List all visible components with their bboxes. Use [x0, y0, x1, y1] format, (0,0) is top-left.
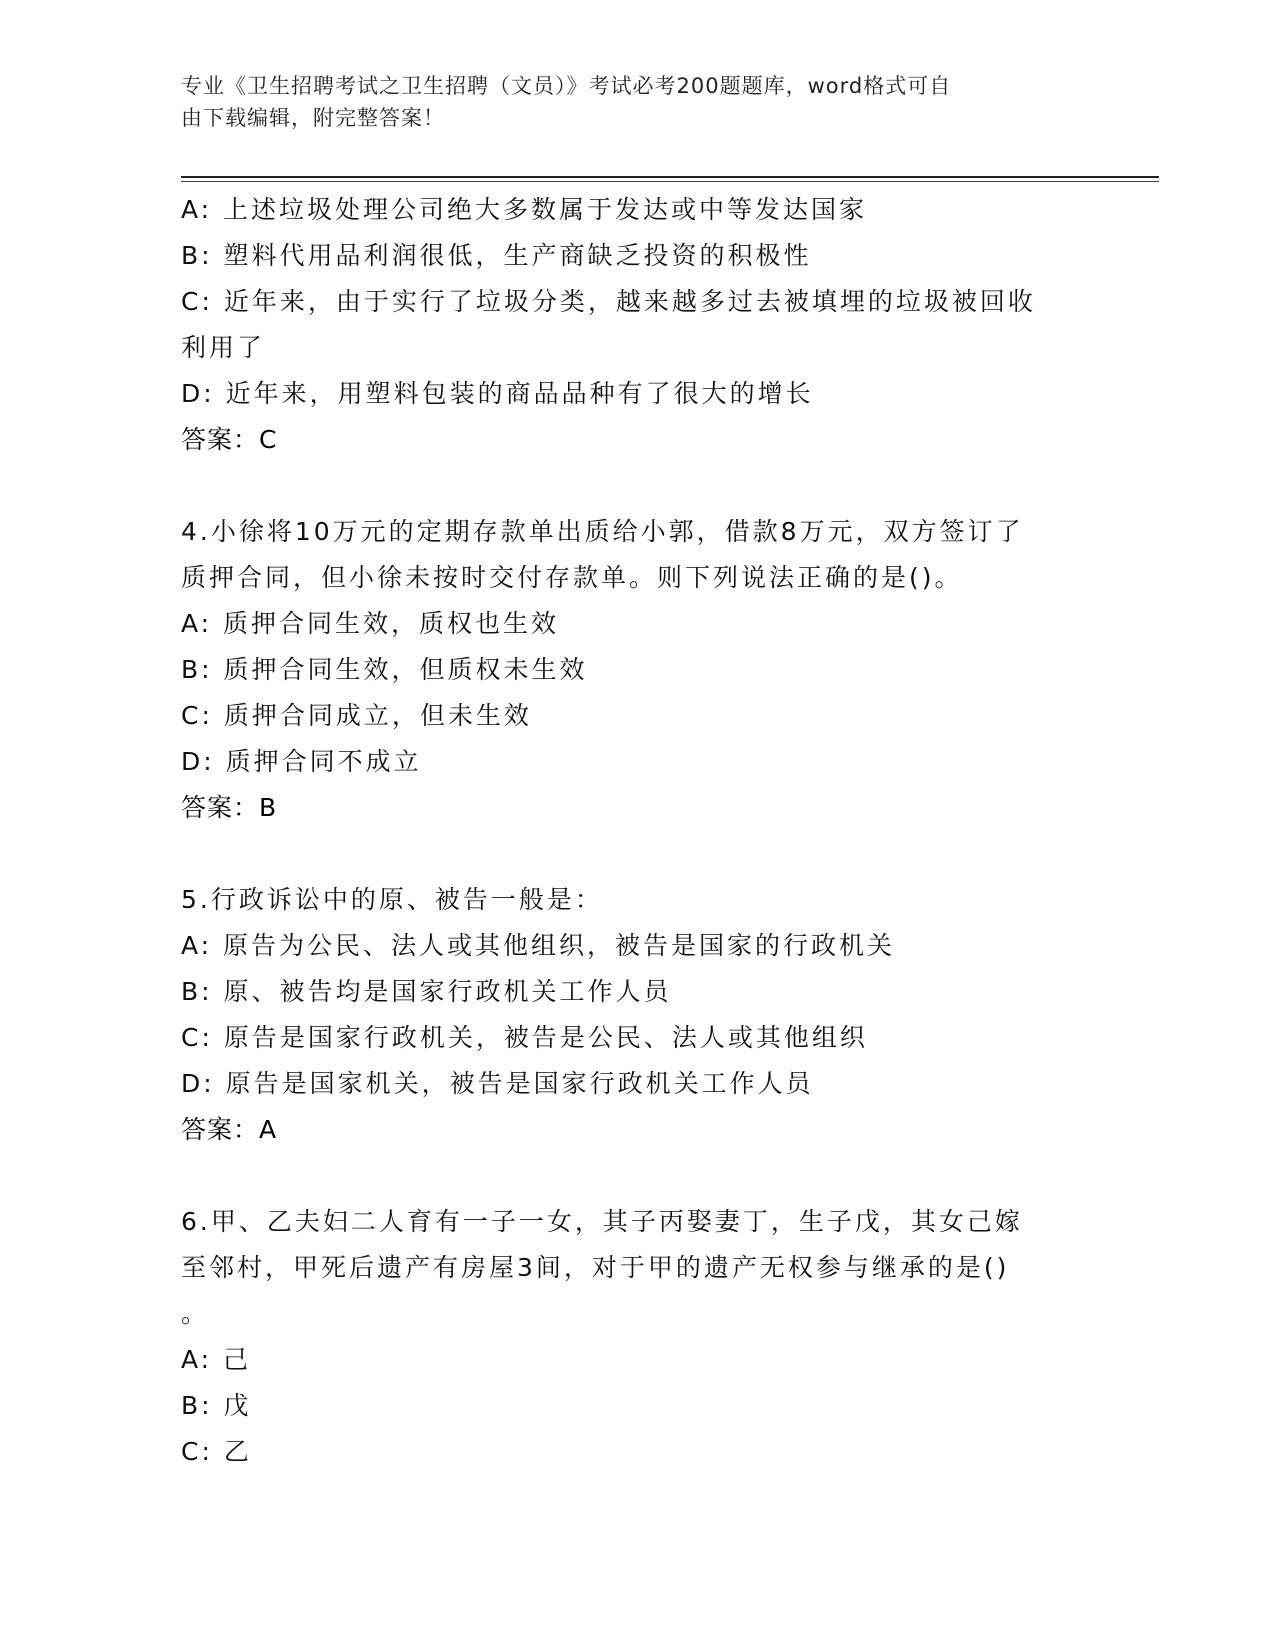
question-stem-continued: 至邻村，甲死后遗产有房屋3间，对于甲的遗产无权参与继承的是(): [181, 1253, 1010, 1282]
question-4: [181, 509, 1081, 831]
option-c-continued: 利用了: [181, 333, 266, 362]
answer-label: 答案：C: [181, 425, 278, 454]
spacer: [181, 463, 1081, 509]
option-b: B: 塑料代用品利润很低，生产商缺乏投资的积极性: [181, 241, 812, 270]
document-header: [181, 70, 1061, 134]
question-stem: 5.行政诉讼中的原、被告一般是：: [181, 885, 603, 914]
spacer: [181, 1153, 1081, 1199]
option-c: C: 近年来，由于实行了垃圾分类，越来越多过去被填埋的垃圾被回收: [181, 287, 1036, 316]
option-d: D: 原告是国家机关，被告是国家行政机关工作人员: [181, 1069, 814, 1098]
header-divider-thick: [181, 176, 1159, 178]
answer-label: 答案：A: [181, 1115, 278, 1144]
option-b: B: 戊: [181, 1391, 252, 1420]
option-b: B: 质押合同生效，但质权未生效: [181, 655, 588, 684]
question-list: [181, 187, 1081, 1475]
option-d: D: 质押合同不成立: [181, 747, 422, 776]
answer-label: 答案：B: [181, 793, 278, 822]
option-c: C: 原告是国家行政机关，被告是公民、法人或其他组织: [181, 1023, 868, 1052]
option-a: A: 质押合同生效，质权也生效: [181, 609, 560, 638]
header-line-2: 由下载编辑，附完整答案！: [181, 106, 445, 130]
option-a: A: 上述垃圾处理公司绝大多数属于发达或中等发达国家: [181, 195, 868, 224]
spacer: [181, 831, 1081, 877]
question-stem-continued: 。: [181, 1299, 210, 1328]
option-c: C: 质押合同成立，但未生效: [181, 701, 532, 730]
question-5: [181, 877, 1081, 1153]
option-b: B: 原、被告均是国家行政机关工作人员: [181, 977, 672, 1006]
question-stem-continued: 质押合同，但小徐未按时交付存款单。则下列说法正确的是()。: [181, 563, 963, 592]
option-d: D: 近年来，用塑料包装的商品品种有了很大的增长: [181, 379, 814, 408]
question-stem: 4.小徐将10万元的定期存款单出质给小郭，借款8万元，双方签订了: [181, 517, 1024, 546]
option-a: A: 原告为公民、法人或其他组织，被告是国家的行政机关: [181, 931, 896, 960]
header-line-1: 专业《卫生招聘考试之卫生招聘（文员）》考试必考200题题库，word格式可自: [181, 74, 952, 98]
header-divider-thin: [181, 181, 1159, 182]
question-6: [181, 1199, 1081, 1475]
question-stem: 6.甲、乙夫妇二人育有一子一女，其子丙娶妻丁，生子戊，其女己嫁: [181, 1207, 1023, 1236]
option-a: A: 己: [181, 1345, 252, 1374]
question-3: [181, 187, 1081, 463]
option-c: C: 乙: [181, 1437, 252, 1466]
